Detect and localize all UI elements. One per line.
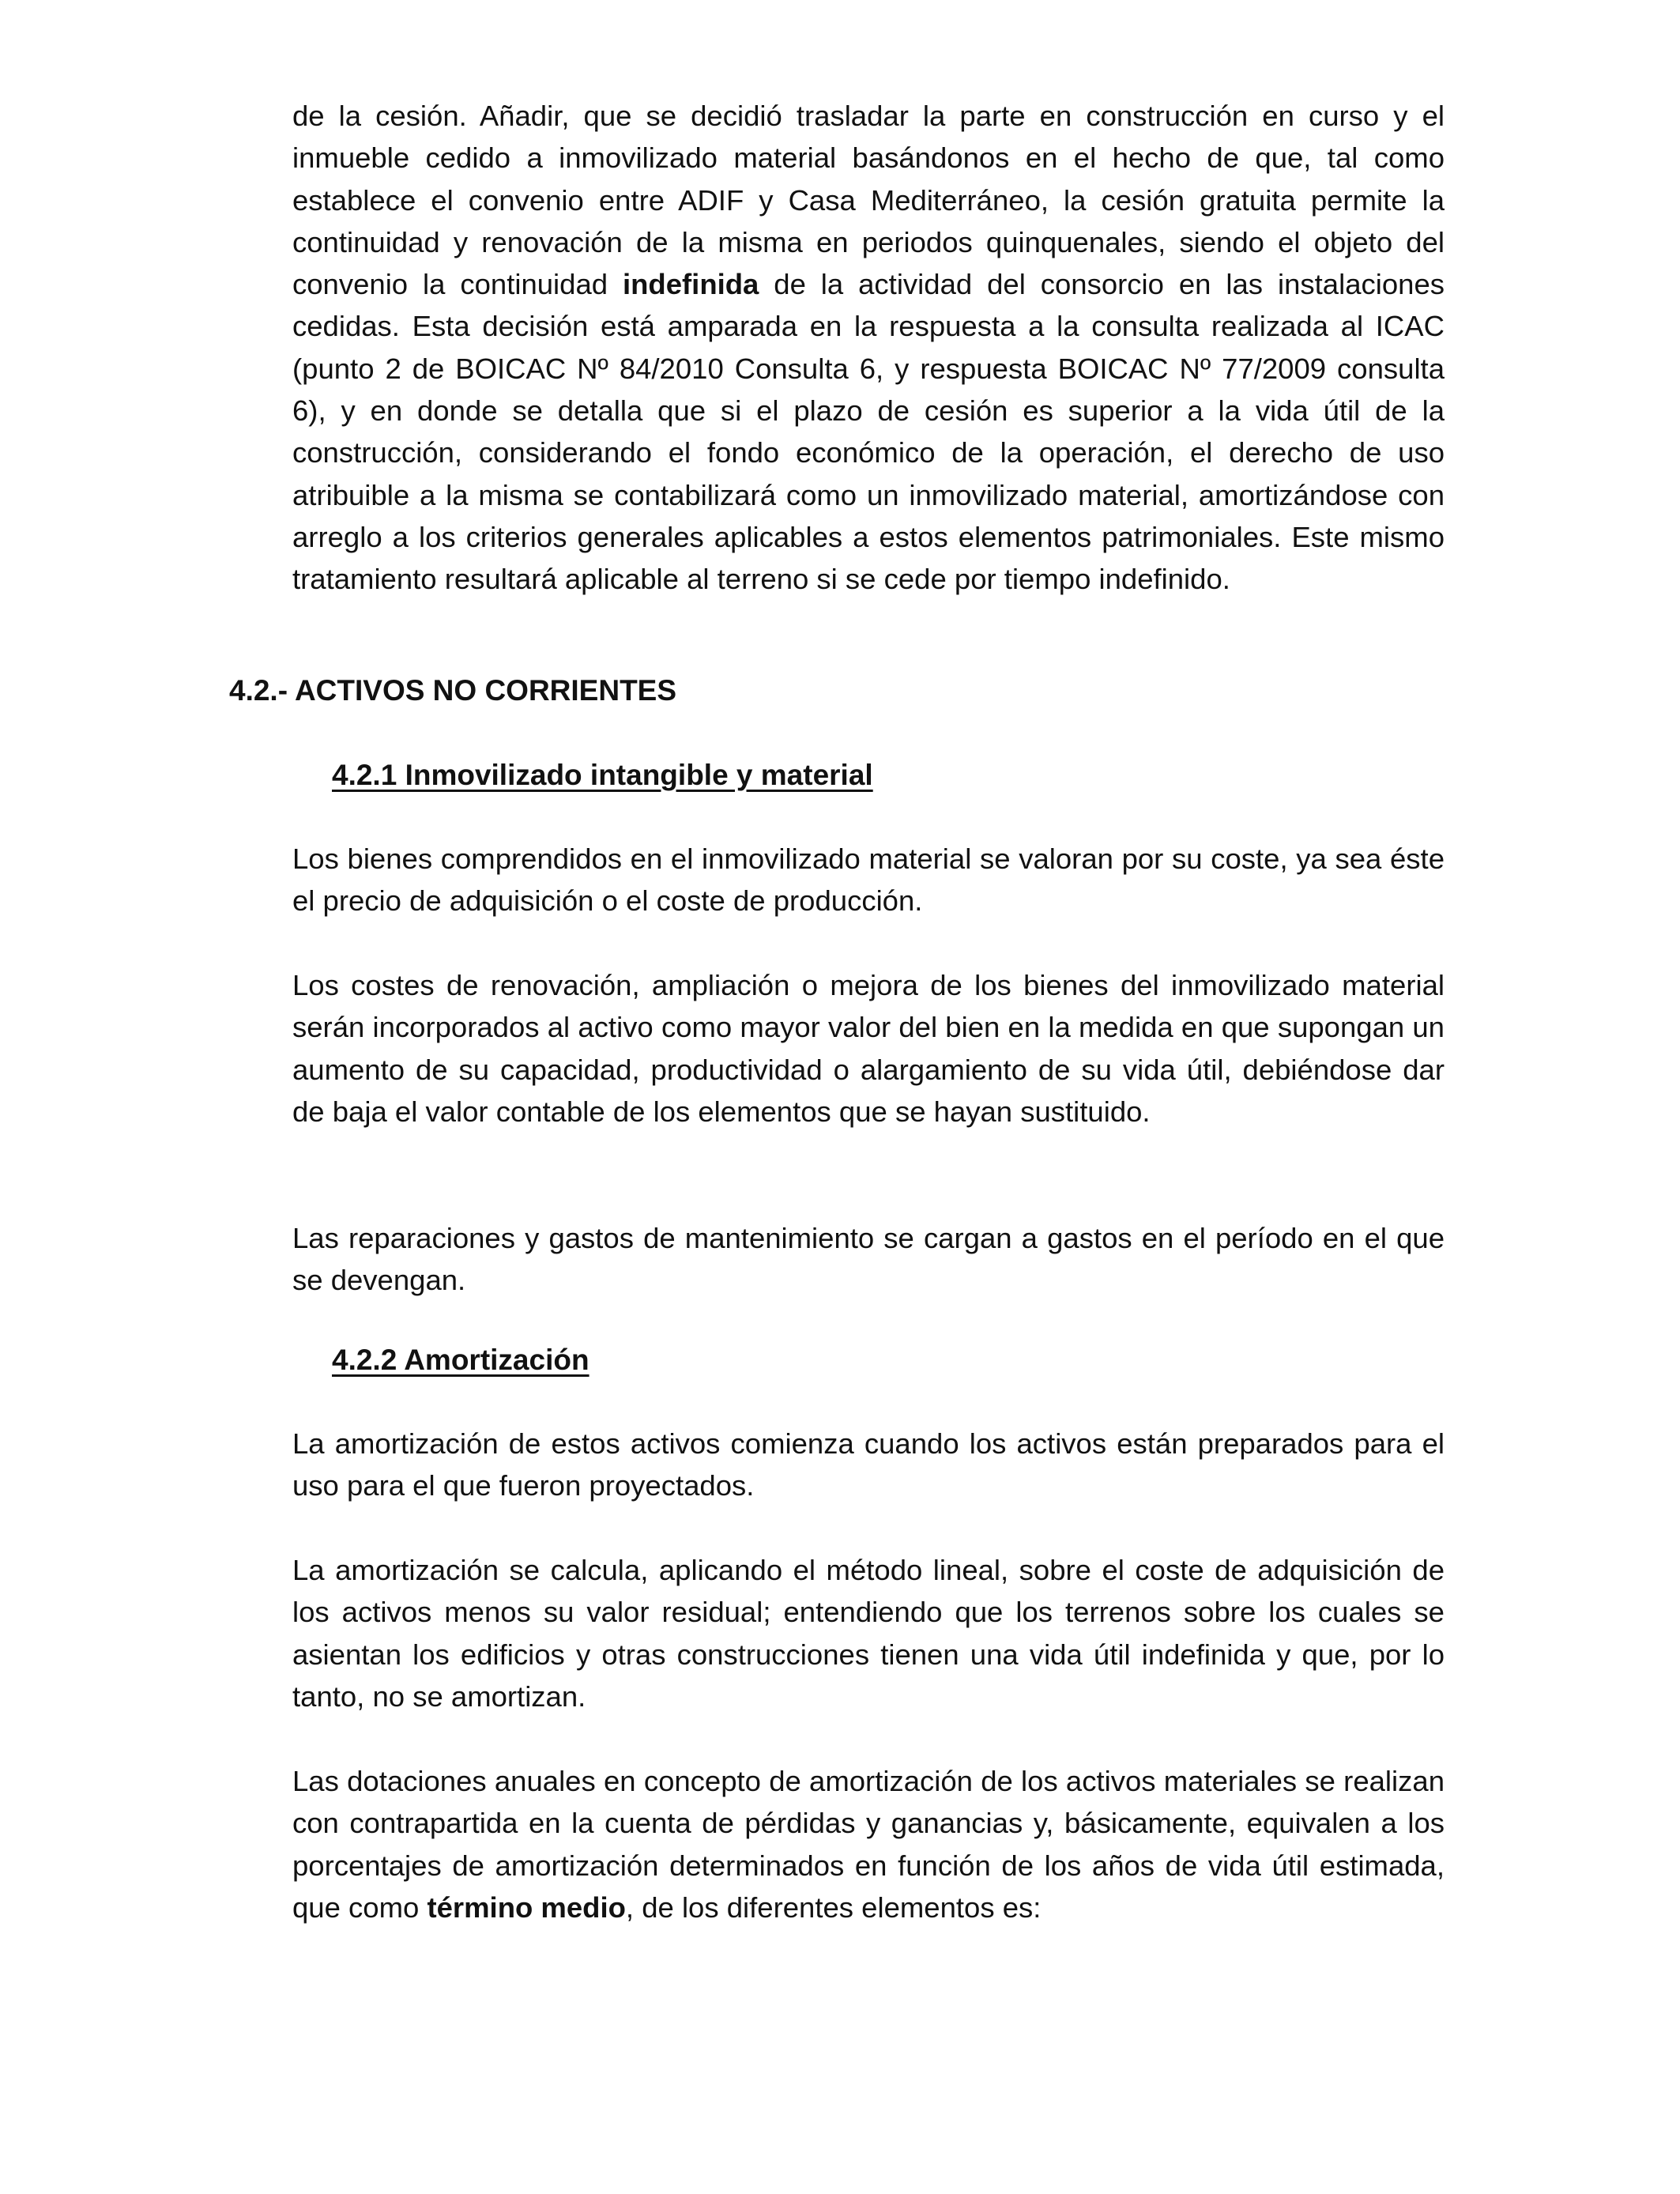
paragraph-dotaciones-anuales: [292, 1760, 1445, 1928]
subsection-heading-amortizacion: 4.2.2 Amortización: [332, 1344, 590, 1376]
paragraph-valoracion-coste: Los bienes comprendidos en el inmovilizado material se valoran por su coste, ya sea éste el precio de adquisición o el coste de producción.: [292, 843, 1445, 918]
paragraph-cesion-text-start: de la cesión. Añadir, que se decidió trasladar la parte en construcción en curso y el inmueble cedido a inmovilizado material basándonos en el hecho de que, tal como establece el convenio entre ADIF y Casa Mediterráneo, la cesión gratuita permite la continuidad y renovación de la misma en periodos quinquenales, siendo el objeto del convenio la continuidad: [292, 100, 1445, 301]
section-heading-activos-no-corrientes: 4.2.- ACTIVOS NO CORRIENTES: [229, 674, 677, 707]
paragraph-dotaciones-text-end: , de los diferentes elementos es:: [625, 1891, 1042, 1924]
paragraph-reparaciones: Las reparaciones y gastos de mantenimiento se cargan a gastos en el período en el que se devengan.: [292, 1222, 1445, 1297]
paragraph-metodo-lineal: La amortización se calcula, aplicando el método lineal, sobre el coste de adquisición de los activos menos su valor residual; entendiendo que los terrenos sobre los cuales se asientan los edificios y otras construcciones tienen una vida útil indefinida y que, por lo tanto, no se amortizan.: [292, 1554, 1445, 1713]
paragraph-cesion: [292, 95, 1445, 601]
paragraph-cesion-text-end: de la actividad del consorcio en las instalaciones cedidas. Esta decisión está amparada en la respuesta a la consulta realizada al ICAC (punto 2 de BOICAC Nº 84/2010 Consulta 6, y respuesta BOICAC Nº 77/2009 consulta 6), y en donde se detalla que si el plazo de cesión es superior a la vida útil de la construcción, considerando el fondo económico de la operación, el derecho de uso atribuible a la misma se contabilizará como un inmovilizado material, amortizándose con arreglo a los criterios generales aplicables a estos elementos patrimoniales. Este mismo tratamiento resultará aplicable al terreno si se cede por tiempo indefinido.: [292, 268, 1445, 596]
paragraph-cesion-bold-term: indefinida: [623, 268, 759, 301]
paragraph-inicio-amortizacion: La amortización de estos activos comienza cuando los activos están preparados para el uso para el que fueron proyectados.: [292, 1427, 1445, 1502]
paragraph-dotaciones-bold-term: término medio: [427, 1891, 626, 1924]
paragraph-dotaciones-text-start: Las dotaciones anuales en concepto de amortización de los activos materiales se realizan con contrapartida en la cuenta de pérdidas y ganancias y, básicamente, equivalen a los porcentajes de amortización determinados en función de los años de vida útil estimada, que como: [292, 1765, 1445, 1924]
paragraph-costes-renovacion: Los costes de renovación, ampliación o mejora de los bienes del inmovilizado material serán incorporados al activo como mayor valor del bien en la medida en que supongan un aumento de su capacidad, productividad o alargamiento de su vida útil, debiéndose dar de baja el valor contable de los elementos que se hayan sustituido.: [292, 969, 1445, 1128]
subsection-heading-inmovilizado: 4.2.1 Inmovilizado intangible y material: [332, 759, 873, 791]
